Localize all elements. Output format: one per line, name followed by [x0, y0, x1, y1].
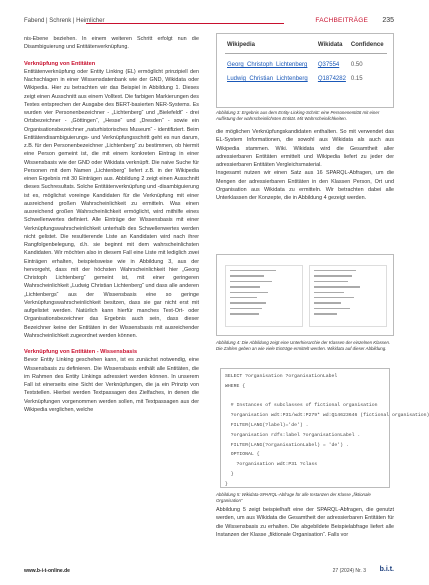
wikidata-link[interactable]: Q37554: [317, 62, 340, 68]
figure-class-hierarchy: [216, 254, 394, 336]
table-row: [225, 68, 387, 82]
code-line: SELECT ?organisation ?organisationLabel: [225, 374, 338, 379]
paragraph: nis-Ebene beziehen. In einem weiteren Schritt erfolgt nun die Disambiguierung und Entitätenverknüpfung.: [24, 36, 199, 51]
paragraph: Insgesamt nutzen wir einen Satz aus 16 SPARQL-Abfragen, um die Mengen der adressierbaren Entitäten in den Klassen Person, Ort und Organisation aus Wikidata zu ermitteln. Wir betrachten dabei alle Unterklassen der Konzepte, die in Abbildung 4 gezeigt werden.: [216, 170, 394, 201]
figure1-caption: Abbildung 3: Ergebnis aus dem Entity-Linking-Schritt: eine Personenentität mit einer Auflistung der wahrscheinlichsten Entität. Mit Wahrscheinlichkeiten.: [216, 110, 380, 121]
code-line: FILTER(LANG(?label)='de') .: [225, 422, 309, 428]
hierarchy-box-left: [225, 265, 303, 327]
paragraph: Abbildung 5 zeigt beispielhaft eine der SPARQL-Abfragen, die genutzt werden, um aus Wikidata die Gesamtheit der adressierbaren Entitäten für die Wissensbasis zu erhalten. Die abgebildete Beispielabfrage liefert alle Instanzen der Klasse „fiktionale Organisation“. Falls vor: [216, 507, 394, 538]
table-header-row: [225, 42, 387, 54]
col-header-wikidata: Wikidata: [316, 42, 349, 54]
code-line: ?organisation rdfs:label ?organisationLabel .: [225, 432, 361, 438]
col-header-confidence: Confidence: [349, 42, 387, 54]
header-authors: Fabend | Schrenk | Heimlicher: [24, 18, 105, 24]
figure-entity-linking-result: [216, 33, 394, 108]
code-line: }: [225, 481, 228, 487]
page-header: [24, 16, 394, 28]
confidence-value: 0.50: [350, 62, 363, 68]
table-row: [225, 54, 387, 69]
bit-online-logo: [380, 566, 394, 573]
confidence-value: 0.15: [350, 76, 363, 82]
paragraph: Entitätenverknüpfung oder Entity Linking (EL) ermöglicht prinzipiell den Nachschlagen in einer Wissensdatenbank wie der GND, Wikidata oder Wikipedia. Hier zu betrachten wir das Beispiel in Abbildung 1. Dieses zeigt einen Ausschnitt aus einem Volltext. Die farbigen Markierungen des Textes entsprechen der Ausgabe des BERT-basierten NER-Systems. Es wurden vier Personenbezeichner - „Lichtenberg“ und „Bielefeldt“ - drei Ortsbezeichner - „Göttingen“, „Hesse“ und „Dresden“ - sowie ein Organisationsbezeichner „naturhistorisches Museum“ - identifiziert. Beim Entitätendisambiguierungs- und Verknüpfungsschritt geht es nun darum, z.B. für den Personenbezeichner „Lichtenberg“ zu bestimmen, ob hiermit eine Person gemeint ist, die mit einem konkreten Eintrag in einer Wissensbasis wie der GND oder Wikidata verknüpft. Die naive Suche für Personen mit dem Namen „Lichtenberg“ liefert z.B. in der Wikipedia einen Ergebnis mit 30 Einträgen aus. Abbildung 2 zeigt einen Ausschnitt dieses Suchresultats. Solche Entitätenverknüpfung und -disambiguierung ist es, möglichst voreinge Kandidaten für die Verknüpfung mit einer ausreichend großen Wahrscheinlichkeit zu ermitteln. Was einen ausreichend großen Wahrscheinlichkeit ermöglicht, wird mithilfe eines Schwellenwertes definiert. Alle Einträge der Wissensbasis mit einer Verknüpfungswahrscheinlichkeit unterhalb des Schwellenwertes werden nicht gelistet. Die resultierende Liste an Kandidaten wird nach ihrer Rangfolgenbelegung, d.h. sie beginnt mit dem wahrscheinlichsten Kandidaten. Wir möchten also in diesem Fall eine Liste mit lediglich zwei Einträgen erhalten, beispielsweise wie in Abbildung 3, aus der hervorgeht, dass mit der höchsten Wahrscheinlichkeit hier „Georg Christoph Lichtenberg“ gemeint ist, mit einer geringeren Wahrscheinlichkeit „Ludwig Christian Lichtenberg“ und dass alle anderen „Lichtenbergs“ aus der Wissensbasis eine so geringe Verknüpfungswahrscheinlichkeit besitzen, dass sie gar nicht erst mit aufgelistet werden. Natürlich kann hierfür manches Text-Ort- oder Organisationsbezeichner das Ergebnis auch sein, dass dieser Bezeichner keine der Entitäten in der Wissensbasis mit ausreichender Wahrscheinlichkeit zugeordnet werden können.: [24, 68, 200, 339]
left-column: [24, 35, 199, 414]
code-line: FILTER(LANG(?organisationLabel) = 'de') .: [225, 442, 349, 448]
wikipedia-link[interactable]: Georg_Christoph_Lichtenberg: [227, 62, 308, 68]
section-heading: Verknüpfung von Entitäten - Wissensbasis: [24, 349, 138, 355]
page-footer: [24, 568, 394, 578]
entity-linking-table: [225, 42, 387, 82]
code-line: WHERE {: [225, 383, 246, 389]
figure2-caption: Abbildung 4: Die Abbildung zeigt eine Unterhierarchie der Klassen der einzelnen Klassen. Die Zahlen geben an wie viele Einträge ermittelt werden. Wikidata auf dieser Abbildung.: [216, 340, 391, 351]
code-line: # Instances of subclasses of fictional organisation: [225, 403, 378, 409]
page-number: 235: [382, 17, 394, 24]
right-column-top: [216, 128, 394, 202]
code-line: ?organisation wdt:P31 ?class: [225, 462, 318, 468]
paragraph: die möglichen Verknüpfungskandidaten enthalten. So mit verwendet das EL-System Informationen, die sowohl aus Wikidata als auch aus Wikipedia stammen. Wiki. Wikidata wird die Gesamtheit aller adressierbaren Entitäten ermittelt und Wikipedia liefert zu jeder der adressierbaren Entitäten Vergleichsmaterial.: [216, 129, 394, 168]
section-heading: Verknüpfung von Entitäten: [24, 60, 96, 67]
header-section: FACHBEITRÄGE: [315, 17, 368, 24]
header-rule: [86, 23, 284, 24]
col-header-wikipedia: Wikipedia: [225, 42, 316, 54]
footer-url[interactable]: www.b-i-t-online.de: [24, 568, 70, 574]
footer-issue: 27 (2024) Nr. 3: [332, 568, 366, 574]
wikipedia-link[interactable]: Ludwig_Christian_Lichtenberg: [227, 76, 308, 82]
code-line: ?organisation wdt:P31/wdt:P279* wd:Q14623646 (fictional organisation): [225, 413, 429, 419]
figure3-caption: Abbildung 5: Wikidata-SPARQL-Abfrage für alle Instanzen der Klasse „fiktionale Organisation“: [216, 492, 371, 503]
logo-main: b.i.t.: [379, 566, 394, 573]
hierarchy-box-right: [309, 265, 387, 327]
wikidata-link[interactable]: Q1874282: [317, 76, 346, 82]
sparql-query: [220, 368, 429, 488]
paragraph: Bevor Entity Linking geschehen kann, ist es zunächst notwendig, eine Wissensbasis zu definieren. Die Wissensbasis enthält alle Entitäten, die im Rahmen des Entity Linkings adressiert werden können. In unserem Fall ist einerseits eine Sicht der Verknüpfungen, die ja ein Prinzip von Textstellen. Hierbei werden Textpassagen des Zielfaches, in denen die Verknüpfungen vorgenommen werden sollen, mit Textpassagen aus der Wikipedia verglichen, welche: [24, 357, 199, 413]
code-line: OPTIONAL {: [225, 452, 260, 458]
code-line: }: [225, 471, 234, 477]
right-column-bottom: [216, 506, 394, 539]
code-line: [225, 392, 385, 402]
